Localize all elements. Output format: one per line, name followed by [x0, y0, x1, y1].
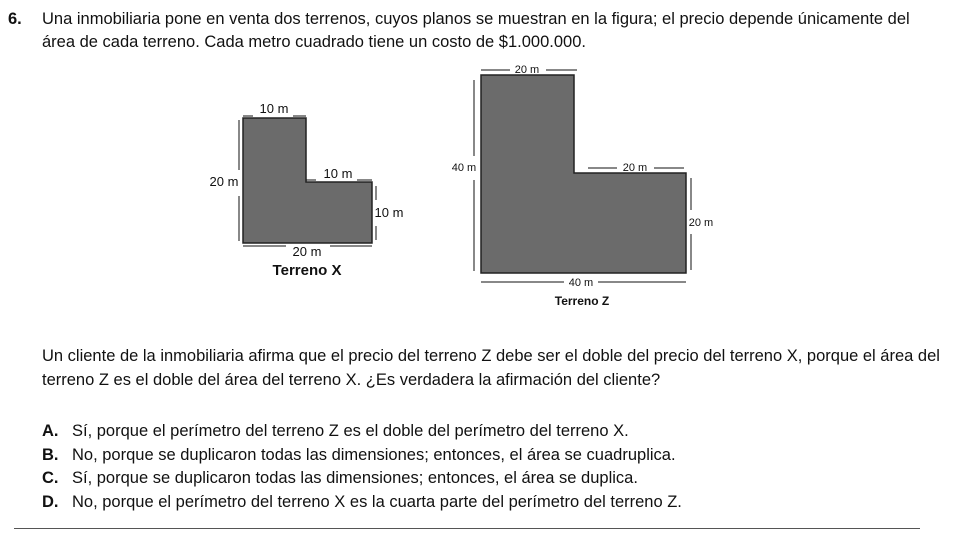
option-letter: B. [42, 445, 59, 464]
option-a[interactable] [42, 420, 942, 444]
claim-text: Un cliente de la inmobiliaria afirma que el precio del terreno Z debe ser el doble del precio del terreno X, porque el área del terreno Z es el doble del área del terreno X. ¿Es verdadera la afirmación del cliente? [42, 347, 940, 389]
option-letter: C. [42, 469, 59, 487]
terreno-z-step-width: 20 m [622, 162, 648, 174]
terreno-x-step-width: 10 m [323, 166, 353, 181]
question-statement: Una inmobiliaria pone en venta dos terrenos, cuyos planos se muestran en la figura; el precio depende únicamente del área de cada terreno. Cada metro cuadrado tiene un costo de $1.000.000. [42, 10, 910, 51]
option-letter: A. [42, 422, 59, 440]
option-d[interactable] [42, 491, 942, 515]
terreno-x-height: 20 m [209, 174, 239, 189]
terreno-x-title: Terreno X [272, 262, 342, 279]
terreno-x-bottom-width: 20 m [292, 244, 322, 259]
terreno-z-height: 40 m [451, 162, 477, 174]
question-number: 6. [8, 10, 22, 28]
option-text: No, porque el perímetro del terreno X es la cuarta parte del perímetro del terreno Z. [72, 492, 682, 511]
figure-terreno-z [452, 64, 713, 308]
terreno-x-right-height: 10 m [374, 205, 404, 220]
option-text: No, porque se duplicaron todas las dimensiones; entonces, el área se cuadruplica. [72, 445, 676, 464]
terreno-x-top-width: 10 m [259, 101, 289, 116]
option-c[interactable] [42, 467, 942, 491]
figure-terreno-x [210, 101, 404, 279]
terreno-z-title: Terreno Z [554, 294, 610, 308]
option-letter: D. [42, 492, 59, 511]
option-b[interactable] [42, 444, 942, 468]
bottom-divider [14, 528, 920, 529]
answer-options [42, 420, 942, 514]
terreno-z-bottom-width: 40 m [568, 277, 594, 289]
terreno-z-right-height: 20 m [688, 217, 714, 229]
option-text: Sí, porque se duplicaron todas las dimensiones; entonces, el área se duplica. [72, 469, 638, 487]
terreno-z-shape [481, 75, 686, 273]
terreno-z-top-width: 20 m [514, 64, 540, 76]
option-text: Sí, porque el perímetro del terreno Z es el doble del perímetro del terreno X. [72, 422, 629, 440]
